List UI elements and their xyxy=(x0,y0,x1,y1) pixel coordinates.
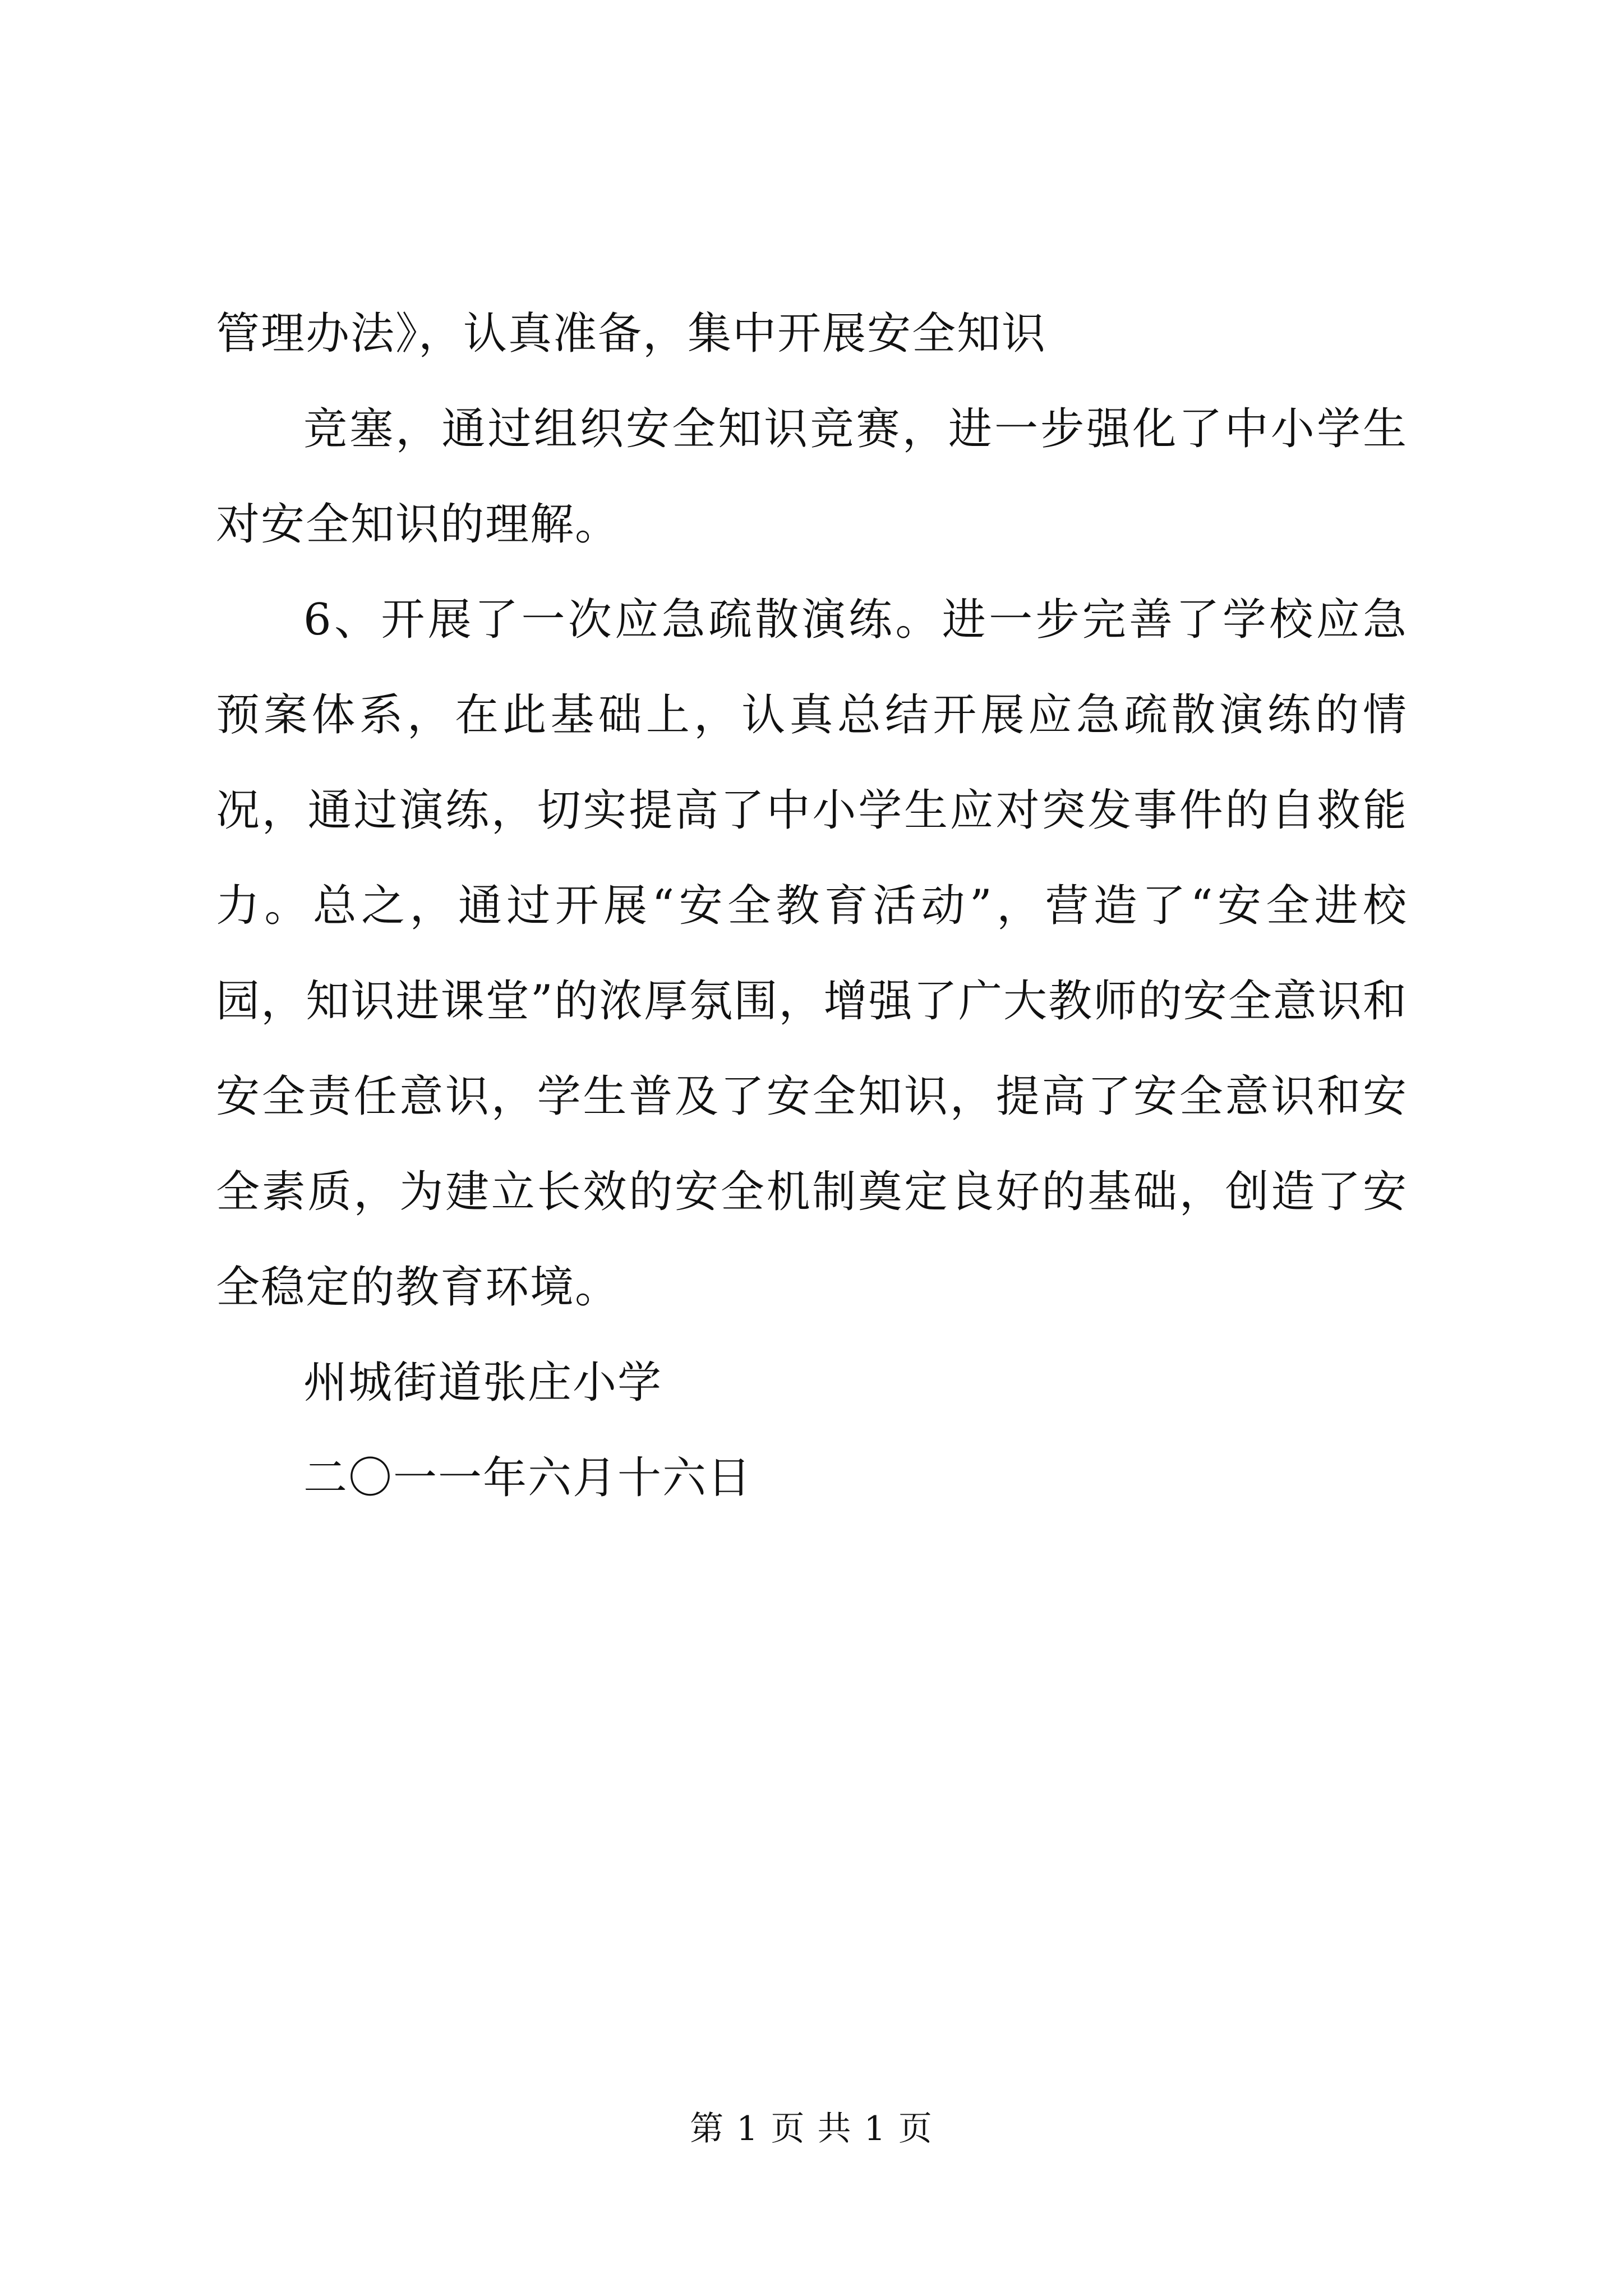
signature-date: 二〇一一年六月十六日 xyxy=(303,1453,753,1503)
page-number-footer: 第 1 页 共 1 页 xyxy=(690,2109,933,2148)
paragraph-competition: 竞塞，通过组织安全知识竞赛，进一步强化了中小学生对安全知识的理解。 xyxy=(216,404,1408,550)
signature-school-name: 州城街道张庄小学 xyxy=(303,1358,663,1408)
paragraph-evacuation-drill: 6、开展了一次应急疏散演练。进一步完善了学校应急预案体系，在此基础上，认真总结开展应急疏散演练的情况，通过演练，切实提高了中小学生应对突发事件的自救能力。总之，通过开展“安全教育活动”，营造了“安全进校园，知识进课堂”的浓厚氛围，增强了广大教师的安全意识和安全责任意识，学生普及了安全知识，提高了安全意识和安全素质，为建立长效的安全机制奠定良好的基础，创造了安全稳定的教育环境。 xyxy=(216,595,1408,1313)
document-body xyxy=(216,286,1408,1526)
paragraph-continuation: 管理办法》，认真准备，集中开展安全知识 xyxy=(216,309,1047,359)
